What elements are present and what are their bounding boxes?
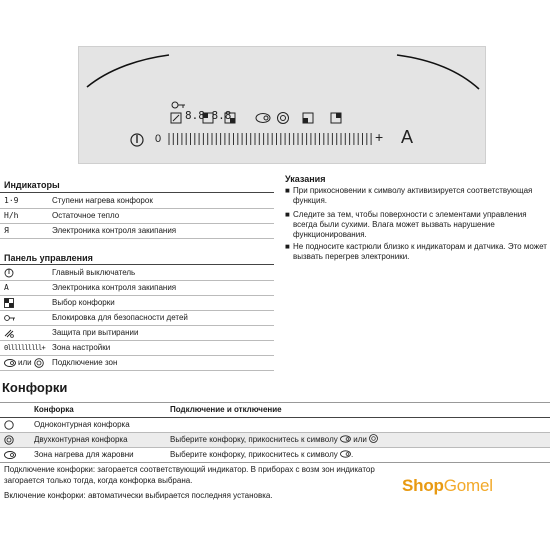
wipe-protect-icon [4,328,14,338]
oval-zone-icon [340,450,354,459]
note-text: При прикосновении к символу активизируется соответствующая функция. [293,186,533,205]
note-text: Не подносите кастрюли близко к индикаторам и датчика. Это может вызвать перегрев электроники. [293,242,547,261]
burner-action [170,433,378,447]
burner-row [0,433,550,447]
burner-row [0,448,550,462]
slider-plus-label[interactable]: + [375,129,384,145]
note-text: Следите за тем, чтобы поверхности с элементами управления всегда были сухими. Влага может вызвать нарушение функционирования. [293,210,527,239]
oval-zone-icon [340,435,351,443]
residual-heat-symbol: Н/h [4,211,19,220]
col-action-header: Подключение и отключение [170,405,282,414]
burner-name: Двухконтурная конфорка [34,435,128,444]
indicator-text: Электроника контроля закипания [52,226,177,235]
display-digits-left: 8.8 8.8 [185,109,232,122]
dual-circle-icon [369,434,378,443]
heat-level-symbol: 1·9 [4,196,19,205]
burners-footnote-1: Подключение конфорки: загорается соответствующий индикатор. В приборах с возм зон индикатор загорается только тогда, когда конфорка выбрана. [4,465,375,485]
indicators-title: Индикаторы [4,180,60,190]
action-or: или [353,435,367,444]
bullet-icon: ■ [285,210,290,219]
boil-control-symbol: A [4,283,9,292]
control-text: Защита при вытирании [52,328,139,337]
slider-zone[interactable] [169,133,371,145]
control-row [0,281,274,295]
control-text: Блокировка для безопасности детей [52,313,188,322]
control-panel-title: Панель управления [4,253,93,263]
logo-gomel: Gomel [443,476,493,495]
control-text: Главный выключатель [52,268,136,277]
burner-select-icon [4,298,14,308]
control-text: Зона настройки [52,343,111,352]
indicator-text: Ступени нагрева конфорок [52,196,153,205]
row-divider [0,370,274,371]
power-icon[interactable] [131,134,143,146]
action-text: Выберите конфорку, прикоснитесь к символу [170,435,338,444]
control-text: Электроника контроля закипания [52,283,177,292]
burners-footnote-2: Включение конфорки: автоматически выбирается последняя установка. [4,491,273,500]
control-text: Выбор конфорки [52,298,115,307]
col-burner-header: Конфорка [34,405,74,414]
burner-select-icon-3[interactable] [303,113,313,123]
bullet-icon: ■ [285,186,290,195]
dual-circuit-icon [4,435,14,445]
burners-title: Конфорки [2,380,68,395]
oval-zone-icon [4,358,16,368]
burners-rule-bottom [0,462,550,463]
indicator-text: Остаточное тепло [52,211,120,220]
key-lock-icon [4,313,16,323]
indicators-rule [0,192,274,193]
wipe-protect-icon[interactable] [171,113,181,123]
action-period: . [350,450,354,459]
oval-zone-icon[interactable] [256,114,270,123]
burner-name: Зона нагрева для жаровни [34,450,134,459]
burner-select-icon-4[interactable] [331,113,341,123]
control-row [0,266,274,280]
boil-control-button[interactable]: A [401,127,414,147]
cooktop-panel [78,46,486,164]
indicator-row [0,194,274,208]
control-row [0,296,274,310]
slider-zero-label: 0 [155,133,162,145]
single-circuit-icon [4,420,14,430]
control-row [0,311,274,325]
note-item [285,242,547,262]
indicator-row [0,224,274,238]
bullet-icon: ■ [285,242,290,251]
logo-shop: Shop [402,476,444,495]
key-lock-icon[interactable] [172,102,185,108]
dual-circle-icon [34,358,44,368]
roaster-zone-icon [4,450,16,460]
slider-zone-symbol: 0llllllllll+ [4,344,45,352]
shopgomel-logo [402,476,493,496]
action-text: Выберите конфорку, прикоснитесь к символу [170,450,338,459]
notes-title: Указания [285,174,326,184]
control-panel-rule [0,264,274,265]
control-text: Подключение зон [52,358,118,367]
burner-action [170,448,353,462]
burner-row [0,418,550,432]
power-icon [4,268,14,278]
burners-header [0,403,550,417]
note-item [285,210,547,240]
control-row [0,341,274,355]
cooktop-illustration [79,47,485,163]
control-row [0,356,274,370]
boil-control-symbol: Я [4,226,9,235]
note-item [285,186,547,206]
or-label: или [18,358,32,367]
row-divider [0,238,274,239]
burner-name: Одноконтурная конфорка [34,420,130,429]
control-row [0,326,274,340]
indicator-row [0,209,274,223]
dual-circle-icon[interactable] [278,113,289,124]
